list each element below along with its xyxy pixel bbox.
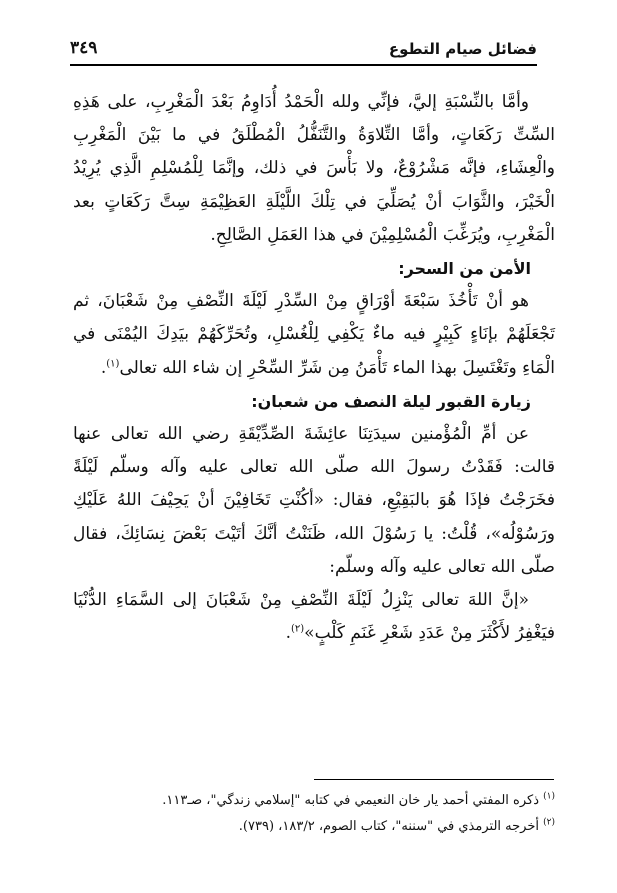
page-number: ٣٤٩ [70,38,98,58]
footnote-ref-2[interactable]: (٢) [290,623,305,635]
footnote-1 [73,788,555,814]
paragraph-sidr-leaves-text: هو أنْ تَأْخُذَ سَبْعَةَ أوْرَاقٍ مِنْ السِّدْرِ لَيْلَةَ النِّصْفِ مِنْ شَعْبَانَ، ثم تَجْعَلَهُمْ بإنَاءٍ كَبِيْرٍ فيه ماءٌ يَكْفِي لِلْغُسْلِ، وتُحَرِّكَهُمْ بيَدِكَ اليُمْنَى في الْمَاءِ وتَغْتَسِلَ بهذا الماء تَأْمَنُ مِن شَرِّ السِّحْرِ إن شاء الله تعالى [73,291,555,378]
paragraph-sidr-leaves [73,285,555,385]
heading-visiting-graves: زيارة القبور ليلة النصف من شعبان: [251,391,531,411]
footnote-1-number: (١) [543,791,555,802]
heading-protection-from-magic: الأمن من السحر: [398,259,531,279]
footnote-2-number: (٢) [543,817,555,828]
hadith-quote-text: «إنَّ اللهَ تعالى يَنْزِلُ لَيْلَةَ النِّصْفِ مِنْ شَعْبَانَ إلى السَّمَاءِ الدُّنْيَا فيَغْفِرُ لأَكْثَرَ مِنْ عَدَدِ شَعْرِ غَنَمِ كَلْبٍ» [73,590,555,644]
paragraph-end-mark: . [285,623,291,644]
paragraph-hadith-quote [73,584,555,650]
paragraph-six-rakaat: وأمَّا بالنِّسْبَةِ إليَّ، فإنِّي ولله الْحَمْدُ أُدَاوِمُ بَعْدَ الْمَغْرِبِ، على هَذِهِ السِّتِّ رَكَعَاتٍ، وأمَّا التِّلاوَةُ والتَّنَفُّلُ الْمُطْلَقُ في ما بَيْنَ الْمَغْرِبِ والْعِشَاءِ، فإنَّه مَشْرُوْعٌ، ولا بَأْسَ في ذلك، وإنَّمَا لِلْمُسْلِمِ الَّذِي يُرِيْدُ الْخَيْرَ، والثَّوَابَ أنْ يُصَلِّيَ في تِلْكَ اللَّيْلَةِ العَظِيْمَةِ سِتَّ رَكَعَاتٍ بعد الْمَغْرِبِ، ويُرَغِّبَ الْمُسْلِمِيْنَ في هذا العَمَلِ الصَّالِحِ. [73,92,555,245]
header-rule [70,64,537,66]
footnote-2-text: أخرجه الترمذي في "سننه"، كتاب الصوم، ١٨٣/٢، (٧٣٩). [238,819,539,834]
header-title: فضائل صيام التطوع [388,40,537,58]
running-header [70,36,537,66]
main-text [73,86,555,650]
footnote-1-text: ذكره المفتي أحمد يار خان النعيمي في كتابه "إسلامي زندگي"، صـ١١٣. [162,793,539,808]
paragraph-end-mark: . [100,357,107,378]
paragraph-aisha-hadith: عن أمِّ الْمُؤْمنين سيدَتِنَا عائِشَةَ الصِّدِّيْقَةِ رضي الله تعالى عنها قالت: فَقَدْتُ رسولَ الله صلّى الله تعالى عليه وآله وسلّم لَيْلَةً فخَرَجْتُ فإذَا هُوَ بالبَقِيْعِ، فقال: «أكُنْتِ تَخَافِيْنَ أنْ يَحِيْفَ اللهُ عَلَيْكِ ورَسُوْلُه»، قُلْتُ: يا رَسُوْلَ الله، ظَنَنْتُ أنَّكَ أتَيْتَ بَعْضَ نِسَائِكَ، فقال صلّى الله تعالى عليه وآله وسلّم: [73,424,555,577]
footnote-ref-1[interactable]: (١) [106,357,120,369]
footnote-separator [314,779,554,780]
footnote-2 [73,814,555,840]
footnotes [73,788,555,840]
